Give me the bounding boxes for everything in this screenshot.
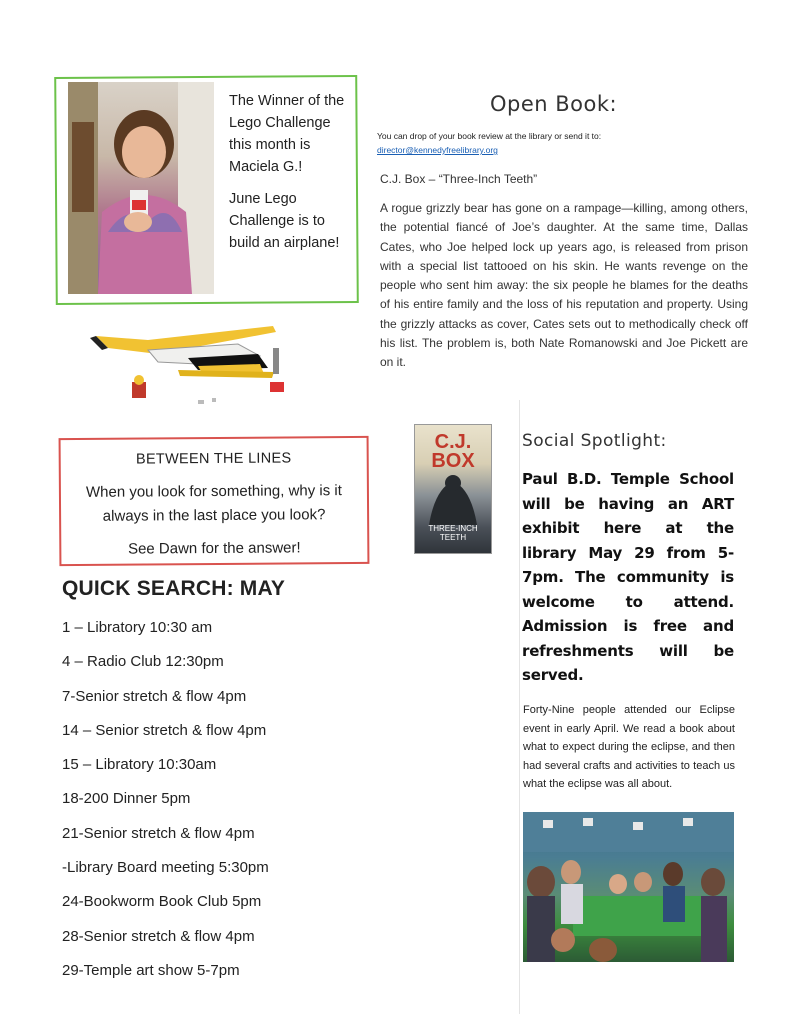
btl-answer: See Dawn for the answer! (127, 539, 301, 558)
column-divider (519, 400, 520, 1014)
email-link[interactable]: director@kennedyfreelibrary.org (377, 145, 498, 155)
eclipse-event-photo (523, 812, 734, 962)
event-item: 7-Senior stretch & flow 4pm (62, 687, 247, 705)
btl-question: When you look for something, why is it always in the last place you look? (85, 482, 342, 525)
classroom-crowd-image (523, 812, 734, 962)
event-item: -Library Board meeting 5:30pm (62, 859, 269, 877)
eclipse-event-text: Forty-Nine people attended our Eclipse event in early April. We read a book about what to expect during the eclipse, and then had several crafts and activities to teach us what the eclipse was all about. (523, 704, 735, 791)
cover-author: C.J. BOX (431, 431, 475, 472)
event-item: 21-Senior stretch & flow 4pm (62, 824, 255, 842)
open-book-title: Open Book: (490, 92, 618, 116)
event-item: 14 – Senior stretch & flow 4pm (62, 721, 267, 739)
book-review: A rogue grizzly bear has gone on a rampage—killing, among others, the potential fiancé of Joe’s daughter. At the same time, Dallas Cates, who Joe helped lock up years ago, is released from prison with a special list tattooed on his skin. He wants revenge on the people who sent him away: the six people he blames for the deaths of his entire family and the loss of his reputation and property. Using the grizzly attacks as cover, Cates sets out to methodically check off his list. The problem is, both Nate Romanowski and Joe Pickett are on it. (380, 201, 748, 370)
lego-airplane-image (88, 318, 288, 418)
lego-challenge-next: June Lego Challenge is to build an airplane! (229, 191, 340, 251)
book-title: C.J. Box – “Three-Inch Teeth” (380, 172, 538, 186)
social-spotlight-body: Paul B.D. Temple School will be having an ART exhibit here at the library May 29 from 5-7pm. The community is welcome to attend. Admission is free and refreshments will be served. (522, 470, 734, 684)
book-cover-image (415, 425, 491, 553)
event-item: 24-Bookworm Book Club 5pm (62, 893, 262, 911)
open-book-send-info (377, 129, 697, 157)
event-item: 1 – Libratory 10:30 am (62, 619, 213, 636)
event-item: 15 – Libratory 10:30am (62, 756, 217, 774)
event-item: 4 – Radio Club 12:30pm (62, 653, 224, 671)
social-spotlight-title: Social Spotlight: (522, 431, 667, 451)
quick-search-list (62, 613, 269, 990)
btl-title: BETWEEN THE LINES (135, 450, 292, 468)
lego-winner-photo (68, 82, 214, 294)
lego-challenge-text (229, 90, 354, 264)
between-the-lines-box (59, 436, 370, 566)
quick-search-title: QUICK SEARCH: MAY (62, 577, 286, 600)
event-item: 18-200 Dinner 5pm (62, 790, 191, 808)
send-instructions: You can drop of your book review at the library or send it to: (377, 131, 602, 141)
cover-title: THREE-INCH TEETH (428, 524, 478, 542)
lego-winner-text: The Winner of the Lego Challenge this month is Maciela G.! (229, 93, 345, 175)
child-with-lego-image (68, 82, 214, 294)
event-item: 29-Temple art show 5-7pm (62, 961, 240, 979)
event-item: 28-Senior stretch & flow 4pm (62, 927, 255, 945)
